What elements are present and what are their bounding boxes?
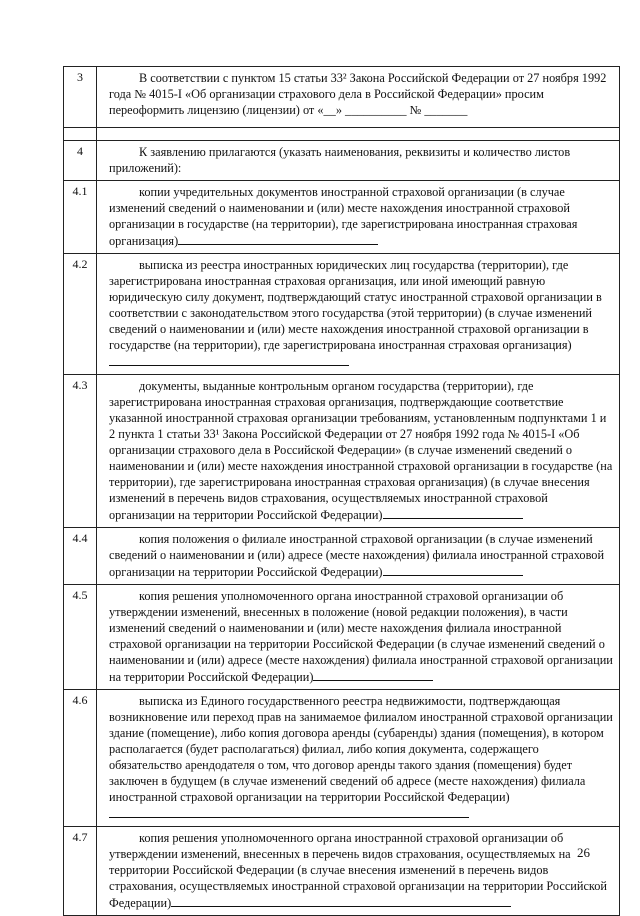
application-table <box>63 66 620 916</box>
table-row <box>64 181 620 254</box>
fill-line <box>178 232 378 245</box>
row-number: 4.4 <box>64 528 97 585</box>
row-text-content: копия решения уполномоченного органа иностранной страховой организации об утверждении изменений, внесенных в положение (новой редакции положения), в части изменений сведений о наименовании и (или) месте нахождения филиала иностранной страховой организации на территории Российской Федерации (в случае изменений сведений о наименовании и (или) адресе (месте нахождения) филиала иностранной страховой организации на территории Российской Федерации) <box>109 589 613 684</box>
table-row <box>64 690 620 827</box>
row-text <box>97 375 620 528</box>
row-text-content: В соответствии с пунктом 15 статьи 33² Закона Российской Федерации от 27 ноября 1992 года № 4015-I «Об организации страхового дела в Российской Федерации» просим переоформить лицензию (лицензии) от «__» __________ № _______ <box>109 71 607 117</box>
row-text <box>97 181 620 254</box>
row-number: 4.5 <box>64 585 97 690</box>
fill-line <box>171 894 511 907</box>
row-text <box>97 827 620 916</box>
row-text-content: К заявлению прилагаются (указать наименования, реквизиты и количество листов приложений): <box>109 145 571 175</box>
fill-line <box>383 506 523 519</box>
fill-line <box>109 353 349 366</box>
row-text-content: выписка из реестра иностранных юридических лиц государства (территории), где зарегистрирована иностранная страховая организация, или иной имеющий равную юридическую силу документ, подтверждающий статус иностранной страховой организации в соответствии с законодательством этого государства (этой территории) (в случае изменений сведений о наименовании и (или) месте нахождения иностранной страховой организации в государстве (на территории), где зарегистрирована иностранная страховая организация) <box>109 258 602 352</box>
table-row <box>64 528 620 585</box>
fill-line <box>109 805 469 818</box>
fill-line <box>383 563 523 576</box>
row-number: 4.3 <box>64 375 97 528</box>
table-row <box>64 67 620 128</box>
row-text-content: копия решения уполномоченного органа иностранной страховой организации об утверждении изменений, внесенных в перечень видов страхования, осуществляемых на территории Российской Федерации (в случае внесения изменений в перечень видов страхования, осуществляемых иностранной страховой организации на территории Российской Федерации) <box>109 831 607 910</box>
row-text <box>97 141 620 181</box>
row-number: 4 <box>64 141 97 181</box>
row-text <box>97 67 620 128</box>
row-number: 4.2 <box>64 254 97 375</box>
table-row <box>64 254 620 375</box>
row-text <box>97 585 620 690</box>
row-text <box>97 254 620 375</box>
row-number: 4.1 <box>64 181 97 254</box>
table-row <box>64 585 620 690</box>
row-number: 4.6 <box>64 690 97 827</box>
page-number: 26 <box>577 845 590 860</box>
table-row <box>64 827 620 916</box>
row-text <box>97 528 620 585</box>
row-text-content: документы, выданные контрольным органом государства (территории), где зарегистрирована иностранная страховая организация, подтверждающие соответствие указанной иностранной страховая организации требованиям, установленным подпунктами 1 и 2 пункта 1 статьи 33¹ Закона Российской Федерации от 27 ноября 1992 года № 4015-I «Об организации страхового дела в Российской Федерации» (в случае изменений сведений о наименовании и (или) месте нахождения иностранной страховой организации в государстве (на территории), где зарегистрирована иностранная страховая организация) (в случае внесения изменений в перечень видов страхования, осуществляемых иностранной страховой организации на территории Российской Федерации) <box>109 379 613 522</box>
fill-line <box>313 668 433 681</box>
table-row <box>64 141 620 181</box>
row-text <box>97 690 620 827</box>
row-text-content: копии учредительных документов иностранной страховой организации (в случае изменений сведений о наименовании и (или) месте нахождения иностранной страховой организации в государстве (на территории), где зарегистрирована иностранная страховая организация) <box>109 185 578 248</box>
row-number: 3 <box>64 67 97 128</box>
row-text-content: копия положения о филиале иностранной страховой организации (в случае изменений сведений о наименовании и (или) адресе (месте нахождения) филиала иностранной страховой организации на территории Российской Федерации) <box>109 532 605 579</box>
row-text-content: выписка из Единого государственного реестра недвижимости, подтверждающая возникновение или переход прав на занимаемое филиалом иностранной страховой организации здание (помещение), либо копия договора аренды (субаренды) здания (помещения), в котором располагается (будет располагаться) филиал, либо копия документа, содержащего обязательство арендодателя о том, что договор аренды такого здания (помещения) будет заключен в будущем (в случае изменений сведений об адресе (месте нахождения) филиала иностранной страховой организации на территории Российской Федерации) <box>109 694 613 804</box>
row-gap <box>64 128 620 141</box>
table-row <box>64 375 620 528</box>
row-number: 4.7 <box>64 827 97 916</box>
